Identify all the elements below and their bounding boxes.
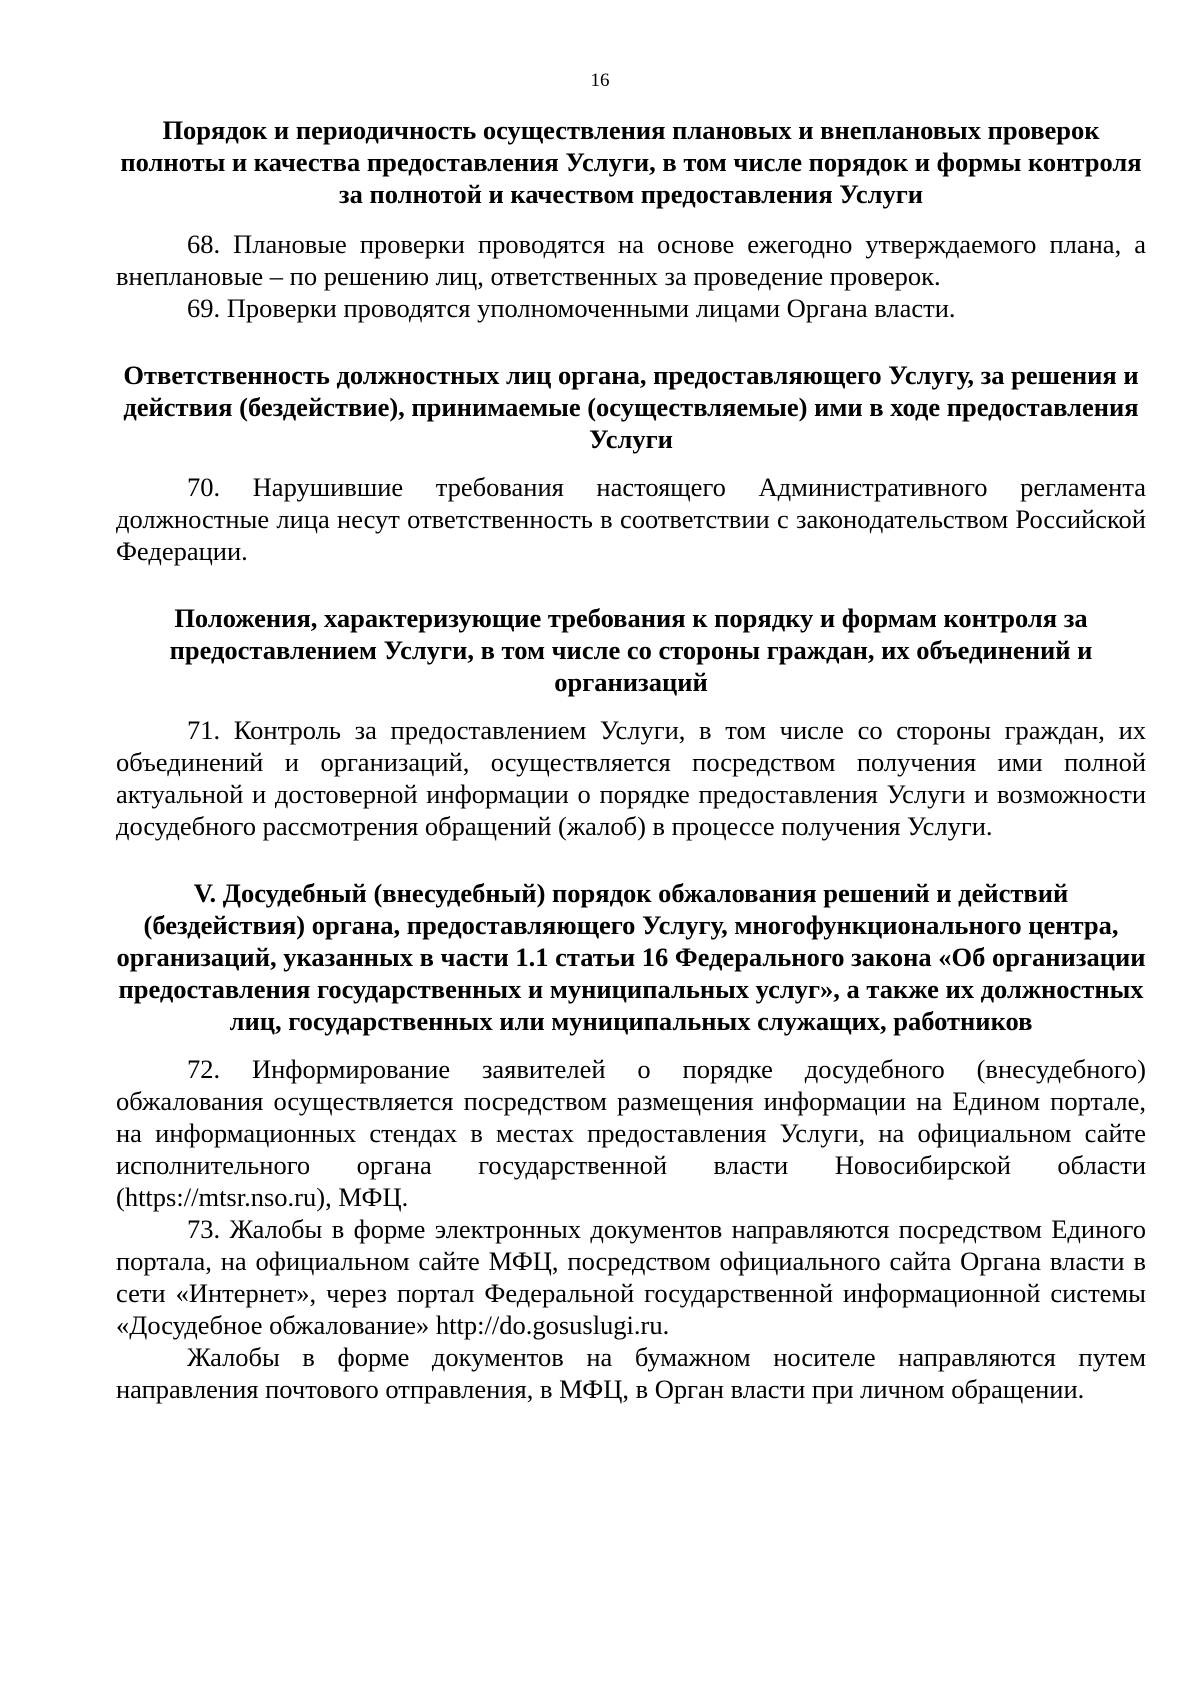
section-heading-inspections: Порядок и периодичность осуществления плановых и внеплановых проверок полноты и качества предоставления Услуги, в том числе порядок и формы контроля за полнотой и качеством предоставления Услуги [120,115,1142,209]
paragraph-73: 73. Жалобы в форме электронных документов направляются посредством Единого портала, на официальном сайте МФЦ, посредством официального сайта Органа власти в сети «Интернет», через портал Федеральной государственной информационной системы «Досудебное обжалование» http://do.gosuslugi.ru. [116,1214,1146,1340]
section-heading-control-provisions: Положения, характеризующие требования к порядку и формам контроля за предоставлением Услуги, в том числе со стороны граждан, их объединений и организаций [169,603,1093,697]
paragraph-71: 71. Контроль за предоставлением Услуги, в том числе со стороны граждан, их объединений и организаций, осуществляется посредством получения ими полной актуальной и достоверной информации о порядке предоставления Услуги и возможности досудебного рассмотрения обращений (жалоб) в процессе получения Услуги. [116,715,1146,841]
paragraph-69: 69. Проверки проводятся уполномоченными лицами Органа власти. [187,293,956,323]
paragraph-72: 72. Информирование заявителей о порядке досудебного (внесудебного) обжалования осуществляется посредством размещения информации на Едином портале, на информационных стендах в местах предоставления Услуги, на официальном сайте исполнительного органа государственной власти Новосибирской области (https://mtsr.nso.ru), МФЦ. [116,1054,1146,1212]
paragraph-70: 70. Нарушившие требования настоящего Административного регламента должностные лица несут ответственность в соответствии с законодательством Российской Федерации. [116,472,1146,566]
paragraph-68: 68. Плановые проверки проводятся на основе ежегодно утверждаемого плана, а внеплановые – по решению лиц, ответственных за проведение проверок. [116,229,1146,291]
section-heading-pretrial-appeal: V. Досудебный (внесудебный) порядок обжалования решений и действий (бездействия) органа, предоставляющего Услугу, многофункционального центра, организаций, указанных в части 1.1 статьи 16 Федерального закона «Об организации предоставления государственных и муниципальных услуг», а также их должностных лиц, государственных или муниципальных служащих, работников [116,878,1146,1036]
page-number: 16 [590,70,610,91]
paragraph-paper-complaints: Жалобы в форме документов на бумажном носителе направляются путем направления почтового отправления, в МФЦ, в Орган власти при личном обращении. [116,1342,1146,1404]
document-body [116,114,1146,1405]
section-heading-responsibility: Ответственность должностных лиц органа, предоставляющего Услугу, за решения и действия (бездействие), принимаемые (осуществляемые) ими в ходе предоставления Услуги [123,360,1139,454]
